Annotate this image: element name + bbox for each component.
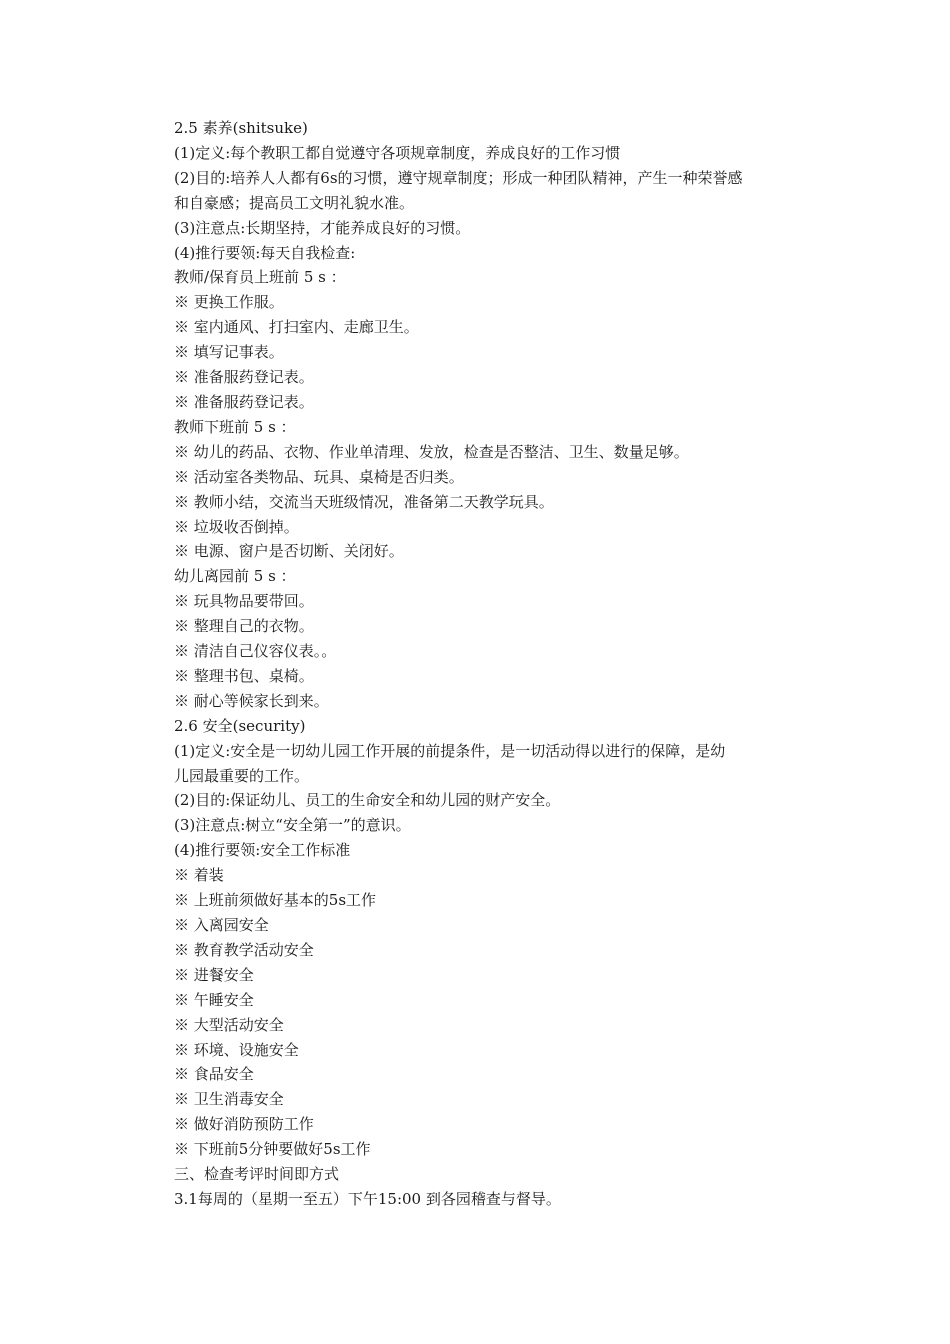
list-item: ※ 活动室各类物品、玩具、桌椅是否归类。 bbox=[174, 467, 464, 486]
list-item: ※ 耐心等候家长到来。 bbox=[174, 691, 329, 710]
list-item: ※ 准备服药登记表。 bbox=[174, 392, 314, 411]
list-item: ※ 做好消防预防工作 bbox=[174, 1115, 314, 1134]
text-line: (2)目的:培养人人都有6s的习惯，遵守规章制度；形成一种团队精神，产生一种荣誉感 bbox=[174, 168, 743, 187]
text-line: 和自豪感；提高员工文明礼貌水准。 bbox=[174, 193, 415, 212]
list-item: ※ 着装 bbox=[174, 866, 224, 885]
text-line: (2)目的:保证幼儿、员工的生命安全和幼儿园的财产安全。 bbox=[174, 791, 561, 810]
list-item: ※ 教师小结，交流当天班级情况，准备第二天教学玩具。 bbox=[174, 492, 554, 511]
list-item: ※ 卫生消毒安全 bbox=[174, 1090, 284, 1109]
section-heading-2-5: 2.5 素养(shitsuke) bbox=[174, 119, 308, 137]
list-item: ※ 清洁自己仪容仪表。。 bbox=[174, 642, 337, 661]
document-body bbox=[174, 116, 814, 1212]
text-line: 3.1每周的（星期一至五）下午15:00 到各园稽查与督导。 bbox=[174, 1189, 561, 1208]
subheading-teacher-end: 教师下班前 5 s ： bbox=[174, 417, 296, 436]
list-item: ※ 整理自己的衣物。 bbox=[174, 617, 314, 636]
text-line: (3)注意点:长期坚持，才能养成良好的习惯。 bbox=[174, 218, 471, 237]
list-item: ※ 下班前5分钟要做好5s工作 bbox=[174, 1140, 371, 1159]
text-line: (3)注意点:树立“安全第一”的意识。 bbox=[174, 816, 411, 835]
list-item: ※ 入离园安全 bbox=[174, 916, 269, 934]
text-line: (1)定义:每个教职工都自觉遵守各项规章制度，养成良好的工作习惯 bbox=[174, 143, 621, 162]
list-item: ※ 午睡安全 bbox=[174, 990, 254, 1009]
subheading-teacher-start: 教师/保育员上班前 5 s ： bbox=[174, 268, 346, 287]
list-item: ※ 幼儿的药品、衣物、作业单清理、发放，检查是否整洁、卫生、数量足够。 bbox=[174, 442, 689, 461]
list-item: ※ 整理书包、桌椅。 bbox=[174, 666, 314, 685]
list-item: ※ 室内通风、打扫室内、走廊卫生。 bbox=[174, 318, 419, 337]
subheading-child-leave: 幼儿离园前 5 s ： bbox=[174, 567, 296, 586]
section-heading-2-6: 2.6 安全(security) bbox=[174, 716, 306, 735]
list-item: ※ 上班前须做好基本的5s工作 bbox=[174, 891, 377, 910]
list-item: ※ 进餐安全 bbox=[174, 965, 254, 984]
list-item: ※ 教育教学活动安全 bbox=[174, 940, 314, 959]
list-item: ※ 垃圾收否倒掉。 bbox=[174, 517, 299, 536]
list-item: ※ 食品安全 bbox=[174, 1065, 254, 1084]
list-item: ※ 环境、设施安全 bbox=[174, 1040, 299, 1059]
text-line: (4)推行要领:每天自我检查: bbox=[174, 243, 356, 262]
text-line: 儿园最重要的工作。 bbox=[174, 766, 310, 785]
list-item: ※ 填写记事表。 bbox=[174, 343, 284, 362]
list-item: ※ 电源、窗户是否切断、关闭好。 bbox=[174, 542, 404, 561]
list-item: ※ 玩具物品要带回。 bbox=[174, 592, 314, 611]
list-item: ※ 更换工作服。 bbox=[174, 293, 284, 312]
list-item: ※ 准备服药登记表。 bbox=[174, 368, 314, 387]
section-heading-3: 三、检查考评时间即方式 bbox=[174, 1165, 340, 1184]
text-line: (4)推行要领:安全工作标准 bbox=[174, 841, 351, 860]
text-line: (1)定义:安全是一切幼儿园工作开展的前提条件，是一切活动得以进行的保障，是幼 bbox=[174, 741, 726, 760]
list-item: ※ 大型活动安全 bbox=[174, 1015, 284, 1034]
